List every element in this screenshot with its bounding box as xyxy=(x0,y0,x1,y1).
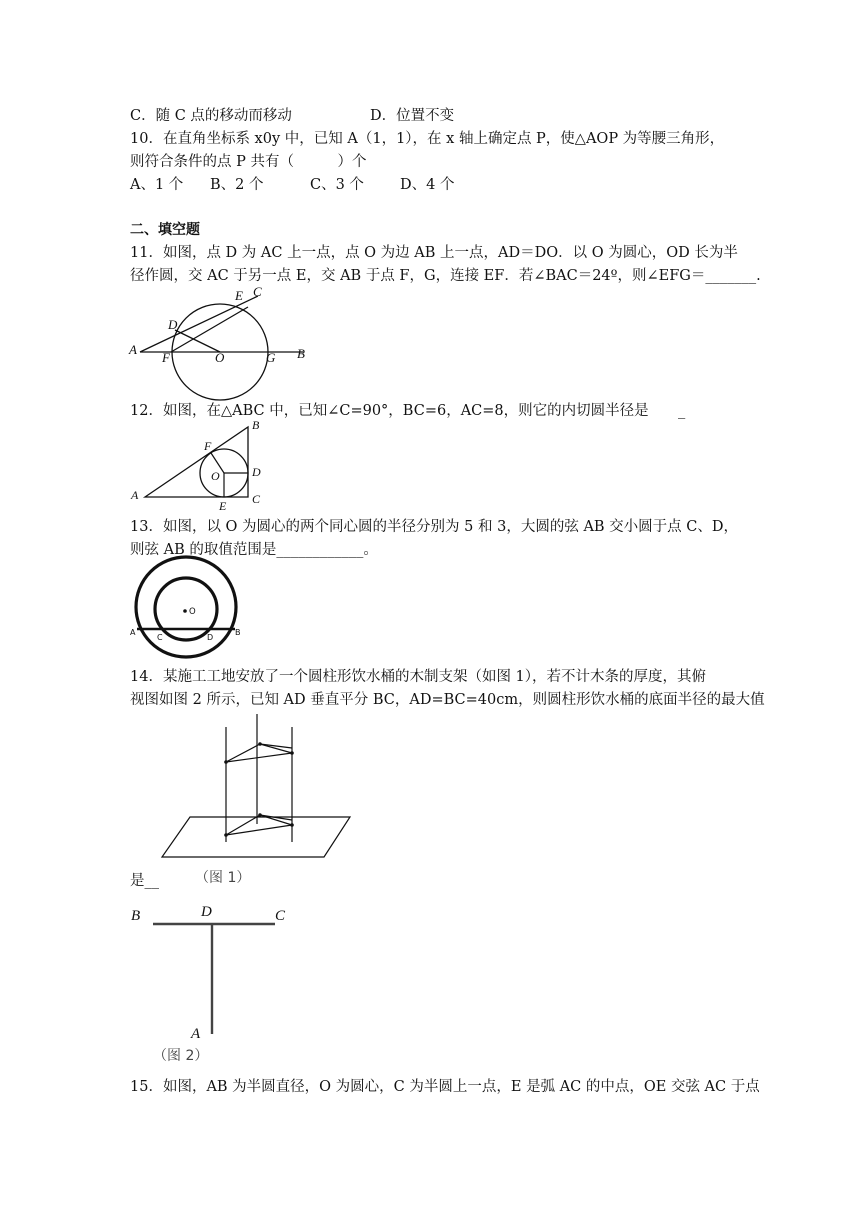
q12-line-1: 12．如图，在△ABC 中，已知∠C=90°，BC=6，AC=8，则它的内切圆半径是 xyxy=(130,403,649,419)
q12-label-f: F xyxy=(204,439,212,453)
q13-label-d: D xyxy=(207,633,214,642)
q11-label-f: F xyxy=(162,350,170,365)
q12-label-c: C xyxy=(252,492,261,506)
q14-fig2-caption: （图 2） xyxy=(153,1048,209,1064)
q13-label-a: A xyxy=(130,628,136,637)
q11-label-o: O xyxy=(215,350,225,365)
q10-option-d: D、4 个 xyxy=(400,177,455,193)
q13-line-2: 则弦 AB 的取值范围是____________。 xyxy=(130,542,378,558)
q13-large-circle xyxy=(136,557,236,657)
q12-triangle xyxy=(145,427,248,497)
q11-line-ac xyxy=(140,296,258,352)
q14-fig1-upper-bar-2 xyxy=(260,744,292,748)
q10-option-a: A、1 个 xyxy=(130,177,184,193)
q14-fig1-base-plane xyxy=(162,817,350,857)
q14-line-3: 是__ xyxy=(130,873,159,889)
q11-label-a: A xyxy=(129,342,137,357)
q14-fig2-label-a: A xyxy=(191,1026,201,1042)
q13-label-o: O xyxy=(189,607,196,617)
q14-fig2-label-c: C xyxy=(275,908,286,924)
q14-fig1-caption-text: （图 1） xyxy=(195,870,251,886)
q14-figure-1 xyxy=(160,712,355,862)
q10-line-1: 10．在直角坐标系 x0y 中，已知 A（1，1），在 x 轴上确定点 P，使△AOP 为等腰三角形， xyxy=(130,131,725,147)
q13-figure xyxy=(125,560,250,650)
q11-label-g: G xyxy=(266,350,276,365)
q12-label-e: E xyxy=(219,499,227,513)
q11-label-e: E xyxy=(235,288,243,303)
q14-figure-2 xyxy=(125,898,295,1066)
q12-label-d: D xyxy=(252,465,261,479)
q12-blank: _ xyxy=(678,403,686,419)
q11-segment-do xyxy=(175,330,220,352)
q14-line-1: 14．某施工工地安放了一个圆柱形饮水桶的木制支架（如图 1），若不计木条的厚度，其俯 xyxy=(130,669,707,685)
q14-line-2: 视图如图 2 所示，已知 AD 垂直平分 BC，AD=BC=40cm，则圆柱形饮水桶的底面半径的最大值 xyxy=(130,692,765,708)
q13-line-1: 13．如图，以 O 为圆心的两个同心圆的半径分别为 5 和 3，大圆的弦 AB 交小圆于点 C、D， xyxy=(130,519,739,535)
q14-fig2-label-b: B xyxy=(131,908,141,924)
q12-label-a: A xyxy=(131,488,139,502)
q13-small-circle xyxy=(155,578,217,640)
q11-figure xyxy=(125,282,315,397)
q9-option-d: D．位置不变 xyxy=(370,108,455,124)
q12-label-o: O xyxy=(211,469,220,483)
q11-label-b: B xyxy=(297,346,305,361)
q11-label-d: D xyxy=(168,317,178,332)
q11-segment-ef xyxy=(171,307,248,352)
q15-line-1: 15．如图，AB 为半圆直径，O 为圆心，C 为半圆上一点，E 是弧 AC 的中点，OE 交弦 AC 于点 xyxy=(130,1079,760,1095)
q12-label-b: B xyxy=(252,418,260,432)
q13-label-b: B xyxy=(235,628,241,637)
q10-line-2: 则符合条件的点 P 共有（ ）个 xyxy=(130,154,367,170)
q12-figure xyxy=(125,416,275,514)
q10-option-b: B、2 个 xyxy=(210,177,264,193)
q14-fig2-label-d: D xyxy=(201,904,212,920)
q14-fig1-caption xyxy=(195,866,265,888)
q9-option-c: C．随 C 点的移动而移动 xyxy=(130,108,292,124)
q11-line-1: 11．如图，点 D 为 AC 上一点，点 O 为边 AB 上一点，AD＝DO．以 O 为圆心，OD 长为半 xyxy=(130,245,738,261)
q11-line-2: 径作圆，交 AC 于另一点 E，交 AB 于点 F，G，连接 EF．若∠BAC＝24º，则∠EFG＝_______. xyxy=(130,268,761,284)
q13-center-dot xyxy=(183,609,187,613)
section-title: 二、填空题 xyxy=(130,222,200,238)
q11-label-c: C xyxy=(253,284,262,299)
q10-option-c: C、3 个 xyxy=(310,177,364,193)
q13-label-c: C xyxy=(157,633,163,642)
